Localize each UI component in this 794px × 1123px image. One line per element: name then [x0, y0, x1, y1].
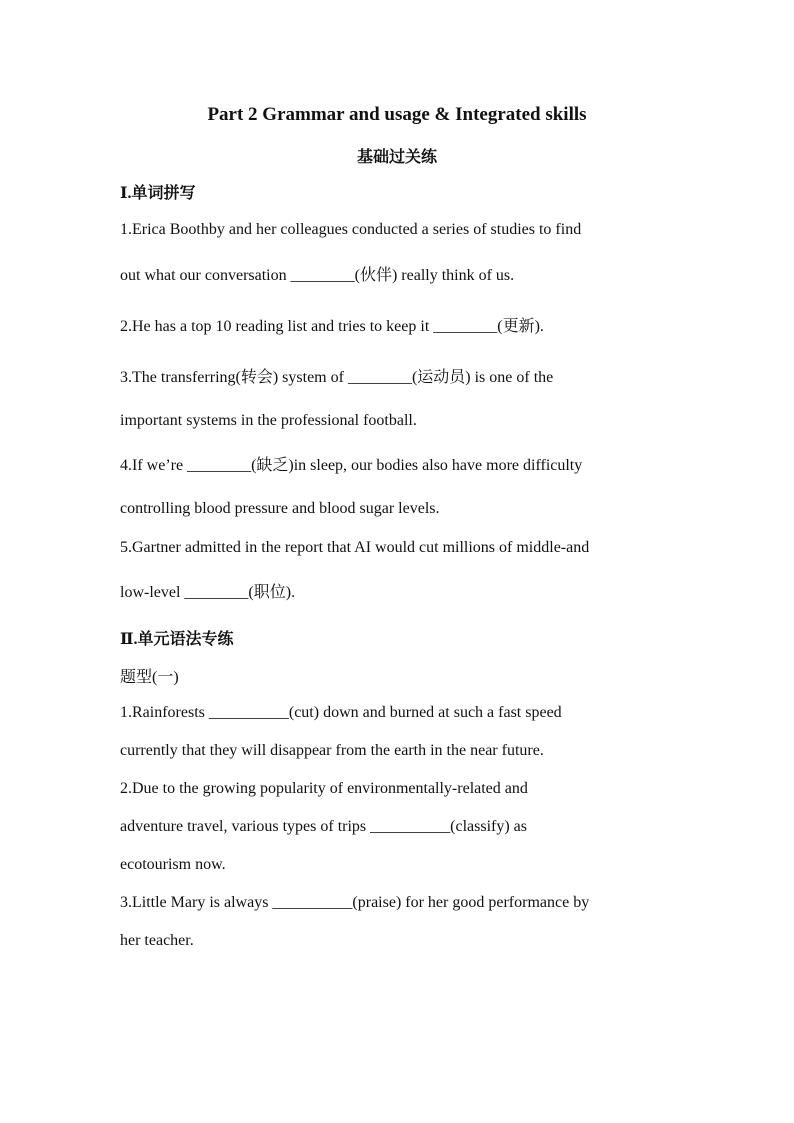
text-line: 2.He has a top 10 reading list and tries to keep it ________(更新). — [120, 318, 544, 335]
text-line: out what our conversation ________(伙伴) really think of us. — [120, 267, 515, 284]
text-line: ecotourism now. — [120, 856, 226, 873]
section-heading-spelling: Ⅰ.单词拼写 — [120, 185, 196, 202]
text-line: important systems in the professional football. — [120, 412, 417, 429]
question-type-label: 题型(一) — [120, 669, 179, 686]
text-line: adventure travel, various types of trips __________(classify) as — [120, 818, 528, 835]
page-subtitle: 基础过关练 — [356, 149, 437, 166]
page-title: Part 2 Grammar and usage & Integrated skills — [207, 104, 587, 125]
text-line: 4.If we’re ________(缺乏)in sleep, our bodies also have more difficulty — [120, 457, 583, 474]
text-line: low-level ________(职位). — [120, 584, 296, 601]
text-line: 5.Gartner admitted in the report that AI would cut millions of middle-and — [120, 539, 590, 556]
text-line: 1.Erica Boothby and her colleagues conducted a series of studies to find — [120, 221, 582, 238]
text-line: 1.Rainforests __________(cut) down and burned at such a fast speed — [120, 704, 562, 721]
text-line: controlling blood pressure and blood sugar levels. — [120, 500, 440, 517]
text-line: 3.Little Mary is always __________(praise) for her good performance by — [120, 894, 590, 911]
text-line: currently that they will disappear from the earth in the near future. — [120, 742, 544, 759]
text-line: 2.Due to the growing popularity of environmentally-related and — [120, 780, 528, 797]
text-line: 3.The transferring(转会) system of ________(运动员) is one of the — [120, 369, 554, 386]
text-line: her teacher. — [120, 932, 194, 949]
section-heading-grammar: Ⅱ.单元语法专练 — [120, 631, 234, 648]
